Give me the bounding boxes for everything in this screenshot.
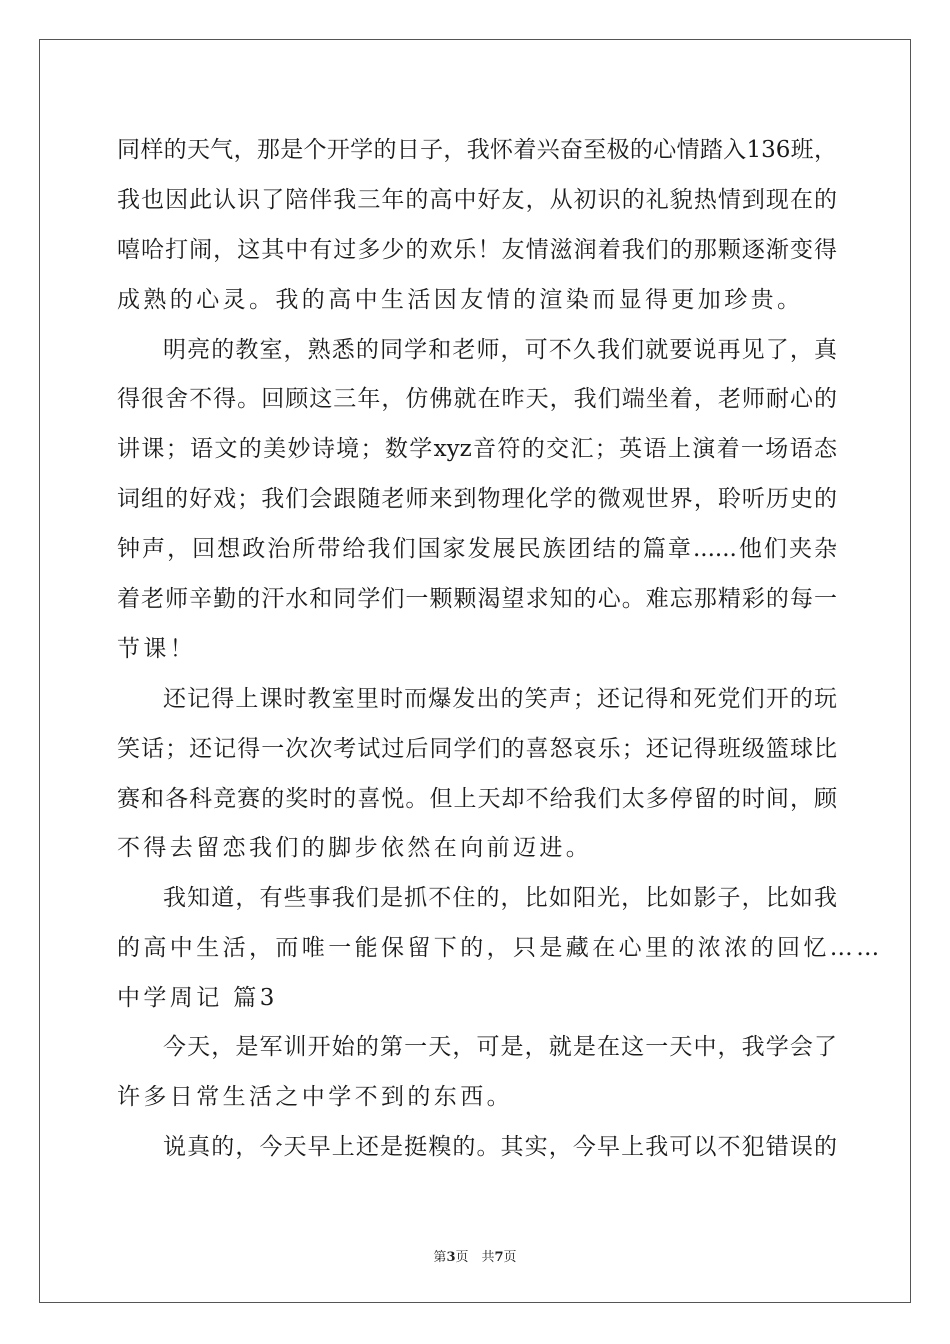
text-line: 说真的，今天早上还是挺糗的。其实，今早上我可以不犯错误的 bbox=[163, 1134, 837, 1160]
text-line: 词组的好戏；我们会跟随老师来到物理化学的微观世界，聆听历史的 bbox=[117, 486, 837, 512]
text-line: 今天，是军训开始的第一天，可是，就是在这一天中，我学会了 bbox=[163, 1034, 837, 1060]
text-line: 明亮的教室，熟悉的同学和老师，可不久我们就要说再见了，真 bbox=[163, 337, 837, 363]
current-page-number: 3 bbox=[446, 1250, 456, 1265]
total-page-number: 7 bbox=[494, 1250, 504, 1265]
footer-text: 页 bbox=[503, 1250, 517, 1265]
text-line: 得很舍不得。回顾这三年，仿佛就在昨天，我们端坐着，老师耐心的 bbox=[117, 386, 837, 412]
text-line: 许多日常生活之中学不到的东西。 bbox=[117, 1084, 513, 1110]
section-heading: 中学周记 篇3 bbox=[117, 985, 278, 1011]
text-line: 嘻哈打闹，这其中有过多少的欢乐！友情滋润着我们的那颗逐渐变得 bbox=[117, 237, 837, 263]
text-line: 着老师辛勤的汗水和同学们一颗颗渴望求知的心。难忘那精彩的每一 bbox=[117, 586, 837, 612]
text-line: 还记得上课时教室里时而爆发出的笑声；还记得和死党们开的玩 bbox=[163, 686, 837, 712]
text-line: 讲课；语文的美妙诗境；数学xyz音符的交汇；英语上演着一场语态 bbox=[117, 436, 837, 462]
text-line: 节课！ bbox=[117, 636, 197, 662]
text-line: 的高中生活，而唯一能保留下的，只是藏在心里的浓浓的回忆…… bbox=[117, 935, 883, 961]
page-number-footer bbox=[0, 1246, 950, 1265]
footer-text: 第 bbox=[433, 1250, 447, 1265]
page-border bbox=[39, 39, 911, 1303]
text-line: 我也因此认识了陪伴我三年的高中好友，从初识的礼貌热情到现在的 bbox=[117, 187, 837, 213]
footer-text: 页 共 bbox=[455, 1250, 495, 1265]
text-line: 赛和各科竞赛的奖时的喜悦。但上天却不给我们太多停留的时间，顾 bbox=[117, 786, 837, 812]
text-line: 不得去留恋我们的脚步依然在向前迈进。 bbox=[117, 835, 593, 861]
text-line: 同样的天气，那是个开学的日子，我怀着兴奋至极的心情踏入136班， bbox=[117, 137, 837, 163]
text-line: 钟声，回想政治所带给我们国家发展民族团结的篇章......他们夹杂 bbox=[117, 536, 837, 562]
text-line: 成熟的心灵。我的高中生活因友情的渲染而显得更加珍贵。 bbox=[117, 287, 804, 313]
text-line: 笑话；还记得一次次考试过后同学们的喜怒哀乐；还记得班级篮球比 bbox=[117, 736, 837, 762]
text-line: 我知道，有些事我们是抓不住的，比如阳光，比如影子，比如我 bbox=[163, 885, 837, 911]
